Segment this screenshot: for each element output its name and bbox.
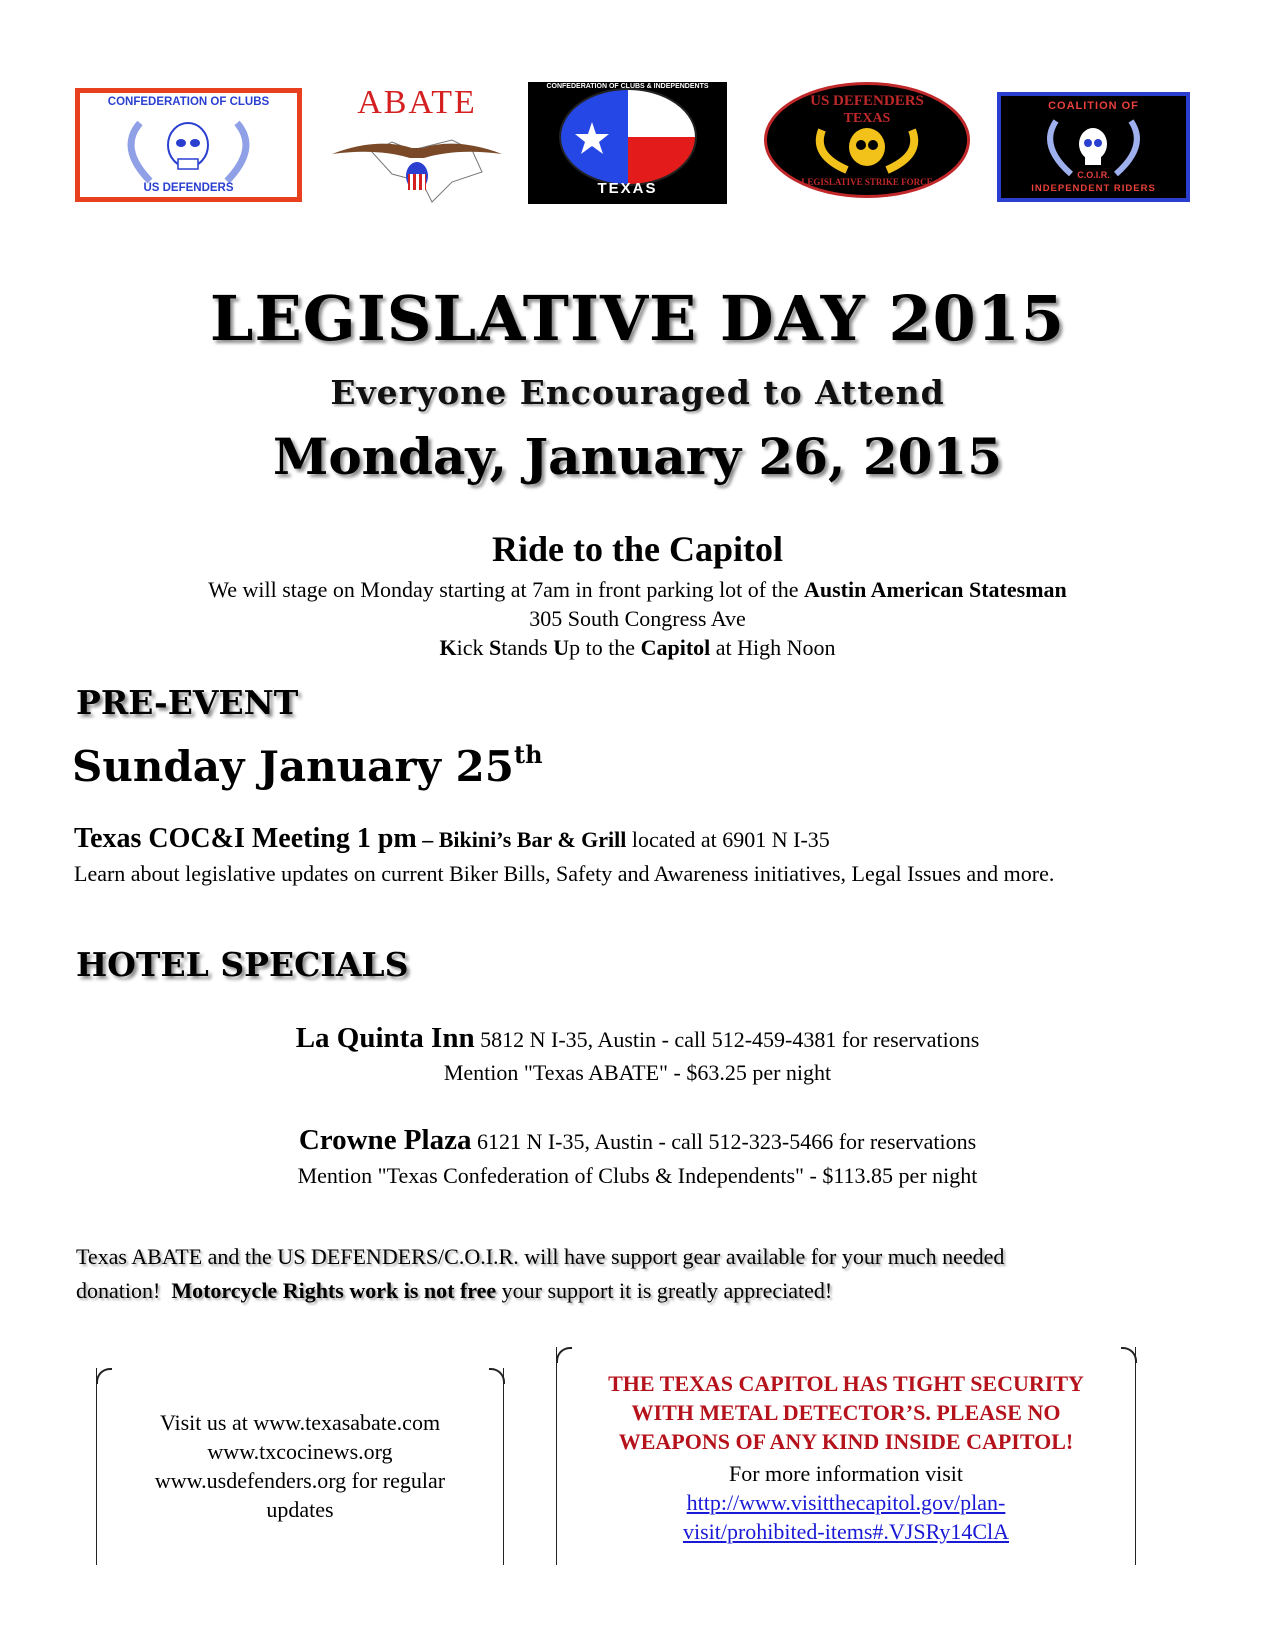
logo-text: C.O.I.R. <box>1077 170 1110 180</box>
text-part: donation! <box>76 1278 172 1303</box>
pre-event-date <box>72 740 543 791</box>
eagle-shield-icon <box>332 82 502 204</box>
logo-coir <box>997 92 1190 202</box>
date-suffix: th <box>513 740 543 769</box>
prohibited-items-link[interactable] <box>683 1490 1009 1544</box>
hotel-mention: Mention "Texas ABATE" - $63.25 per night <box>443 1060 832 1085</box>
logo-us-defenders-texas <box>764 82 970 198</box>
meeting-address: located at 6901 N I-35 <box>626 827 830 852</box>
support-line: Texas ABATE and the US DEFENDERS/C.O.I.R. will have support gear available for your much needed <box>76 1244 1005 1269</box>
warning-line: WITH METAL DETECTOR’S. PLEASE NO <box>631 1400 1061 1425</box>
logo-text: COALITION OF <box>1048 100 1139 112</box>
more-info <box>557 1459 1135 1546</box>
ride-address: 305 South Congress Ave <box>529 606 746 631</box>
security-box <box>556 1347 1136 1565</box>
text-part: Capitol <box>640 635 711 660</box>
visit-line: Visit us at www.texasabate.com <box>159 1410 441 1435</box>
support-note <box>76 1240 1196 1308</box>
logo-texas-coc-i <box>528 82 727 204</box>
link-line[interactable]: http://www.visitthecapitol.gov/plan- <box>686 1490 1006 1515</box>
visit-line: updates <box>266 1497 334 1522</box>
text-part: at High Noon <box>710 635 836 660</box>
logo-text: TEXAS <box>597 180 658 197</box>
logo-text: TEXAS <box>843 111 891 126</box>
text-part: ick <box>456 635 489 660</box>
logo-text: CONFEDERATION OF CLUBS & INDEPENDENTS <box>546 83 709 90</box>
page-title: LEGISLATIVE DAY 2015 <box>209 282 1066 355</box>
meeting-description: Learn about legislative updates on current Biker Bills, Safety and Awareness initiatives, Legal Issues and more. <box>74 861 1055 886</box>
logo-text: US DEFENDERS <box>143 182 234 194</box>
hotel-details: 5812 N I-35, Austin - call 512-459-4381 for reservations <box>474 1027 980 1052</box>
hotel-name: La Quinta Inn <box>295 1022 475 1054</box>
hotel-specials-heading: HOTEL SPECIALS <box>76 945 409 984</box>
logo-text: ABATE <box>357 84 477 121</box>
visit-us-box <box>96 1368 504 1565</box>
hotel-item <box>0 1022 1275 1055</box>
ride-staging-text: We will stage on Monday starting at 7am in front parking lot of the <box>208 577 804 602</box>
ride-kickstands-line <box>0 635 1275 661</box>
meeting-venue: Bikini’s Bar & Grill <box>438 827 627 852</box>
text-part: S <box>488 635 502 660</box>
more-info-label: For more information visit <box>728 1461 964 1486</box>
logo-text: CONFEDERATION OF CLUBS <box>107 96 270 108</box>
event-date: Monday, January 26, 2015 <box>272 427 1002 486</box>
pre-event-date-text: Sunday January 25 <box>72 742 514 791</box>
text-part: tands <box>501 635 554 660</box>
logo-confederation-of-clubs <box>75 88 302 202</box>
visit-line: www.usdefenders.org for regular <box>154 1468 446 1493</box>
hotel-item <box>0 1124 1275 1157</box>
text-part: K <box>439 635 457 660</box>
visit-line: www.txcocinews.org <box>207 1439 393 1464</box>
security-warning <box>557 1369 1135 1456</box>
logo-abate <box>332 82 502 204</box>
hotel-details: 6121 N I-35, Austin - call 512-323-5466 for reservations <box>471 1129 977 1154</box>
warning-line: THE TEXAS CAPITOL HAS TIGHT SECURITY <box>608 1371 1084 1396</box>
pre-event-heading: PRE-EVENT <box>76 683 299 722</box>
logo-text: US DEFENDERS <box>810 93 924 109</box>
support-emphasis: Motorcycle Rights work is not free <box>171 1278 497 1303</box>
text-part: your support it is greatly appreciated! <box>496 1278 833 1303</box>
hotel-name: Crowne Plaza <box>298 1124 472 1156</box>
meeting-line <box>74 823 830 855</box>
page-subtitle: Everyone Encouraged to Attend <box>330 373 945 412</box>
ride-staging-location: Austin American Statesman <box>804 577 1067 602</box>
meeting-title: Texas COC&I Meeting 1 pm <box>74 823 417 854</box>
link-line[interactable]: visit/prohibited-items#.VJSRy14ClA <box>682 1519 1010 1544</box>
logo-text: INDEPENDENT RIDERS <box>1031 183 1156 194</box>
text-part: p to the <box>569 635 641 660</box>
hotel-mention: Mention "Texas Confederation of Clubs & Independents" - $113.85 per night <box>297 1163 978 1188</box>
warning-line: WEAPONS OF ANY KIND INSIDE CAPITOL! <box>618 1429 1074 1454</box>
text-part: U <box>553 635 570 660</box>
text-part: – <box>416 827 439 852</box>
ride-staging-line <box>0 577 1275 603</box>
logo-text: LEGISLATIVE STRIKE FORCE <box>801 177 933 187</box>
ride-heading: Ride to the Capitol <box>492 529 783 569</box>
visit-us-text <box>97 1408 503 1524</box>
support-line <box>76 1274 1196 1308</box>
